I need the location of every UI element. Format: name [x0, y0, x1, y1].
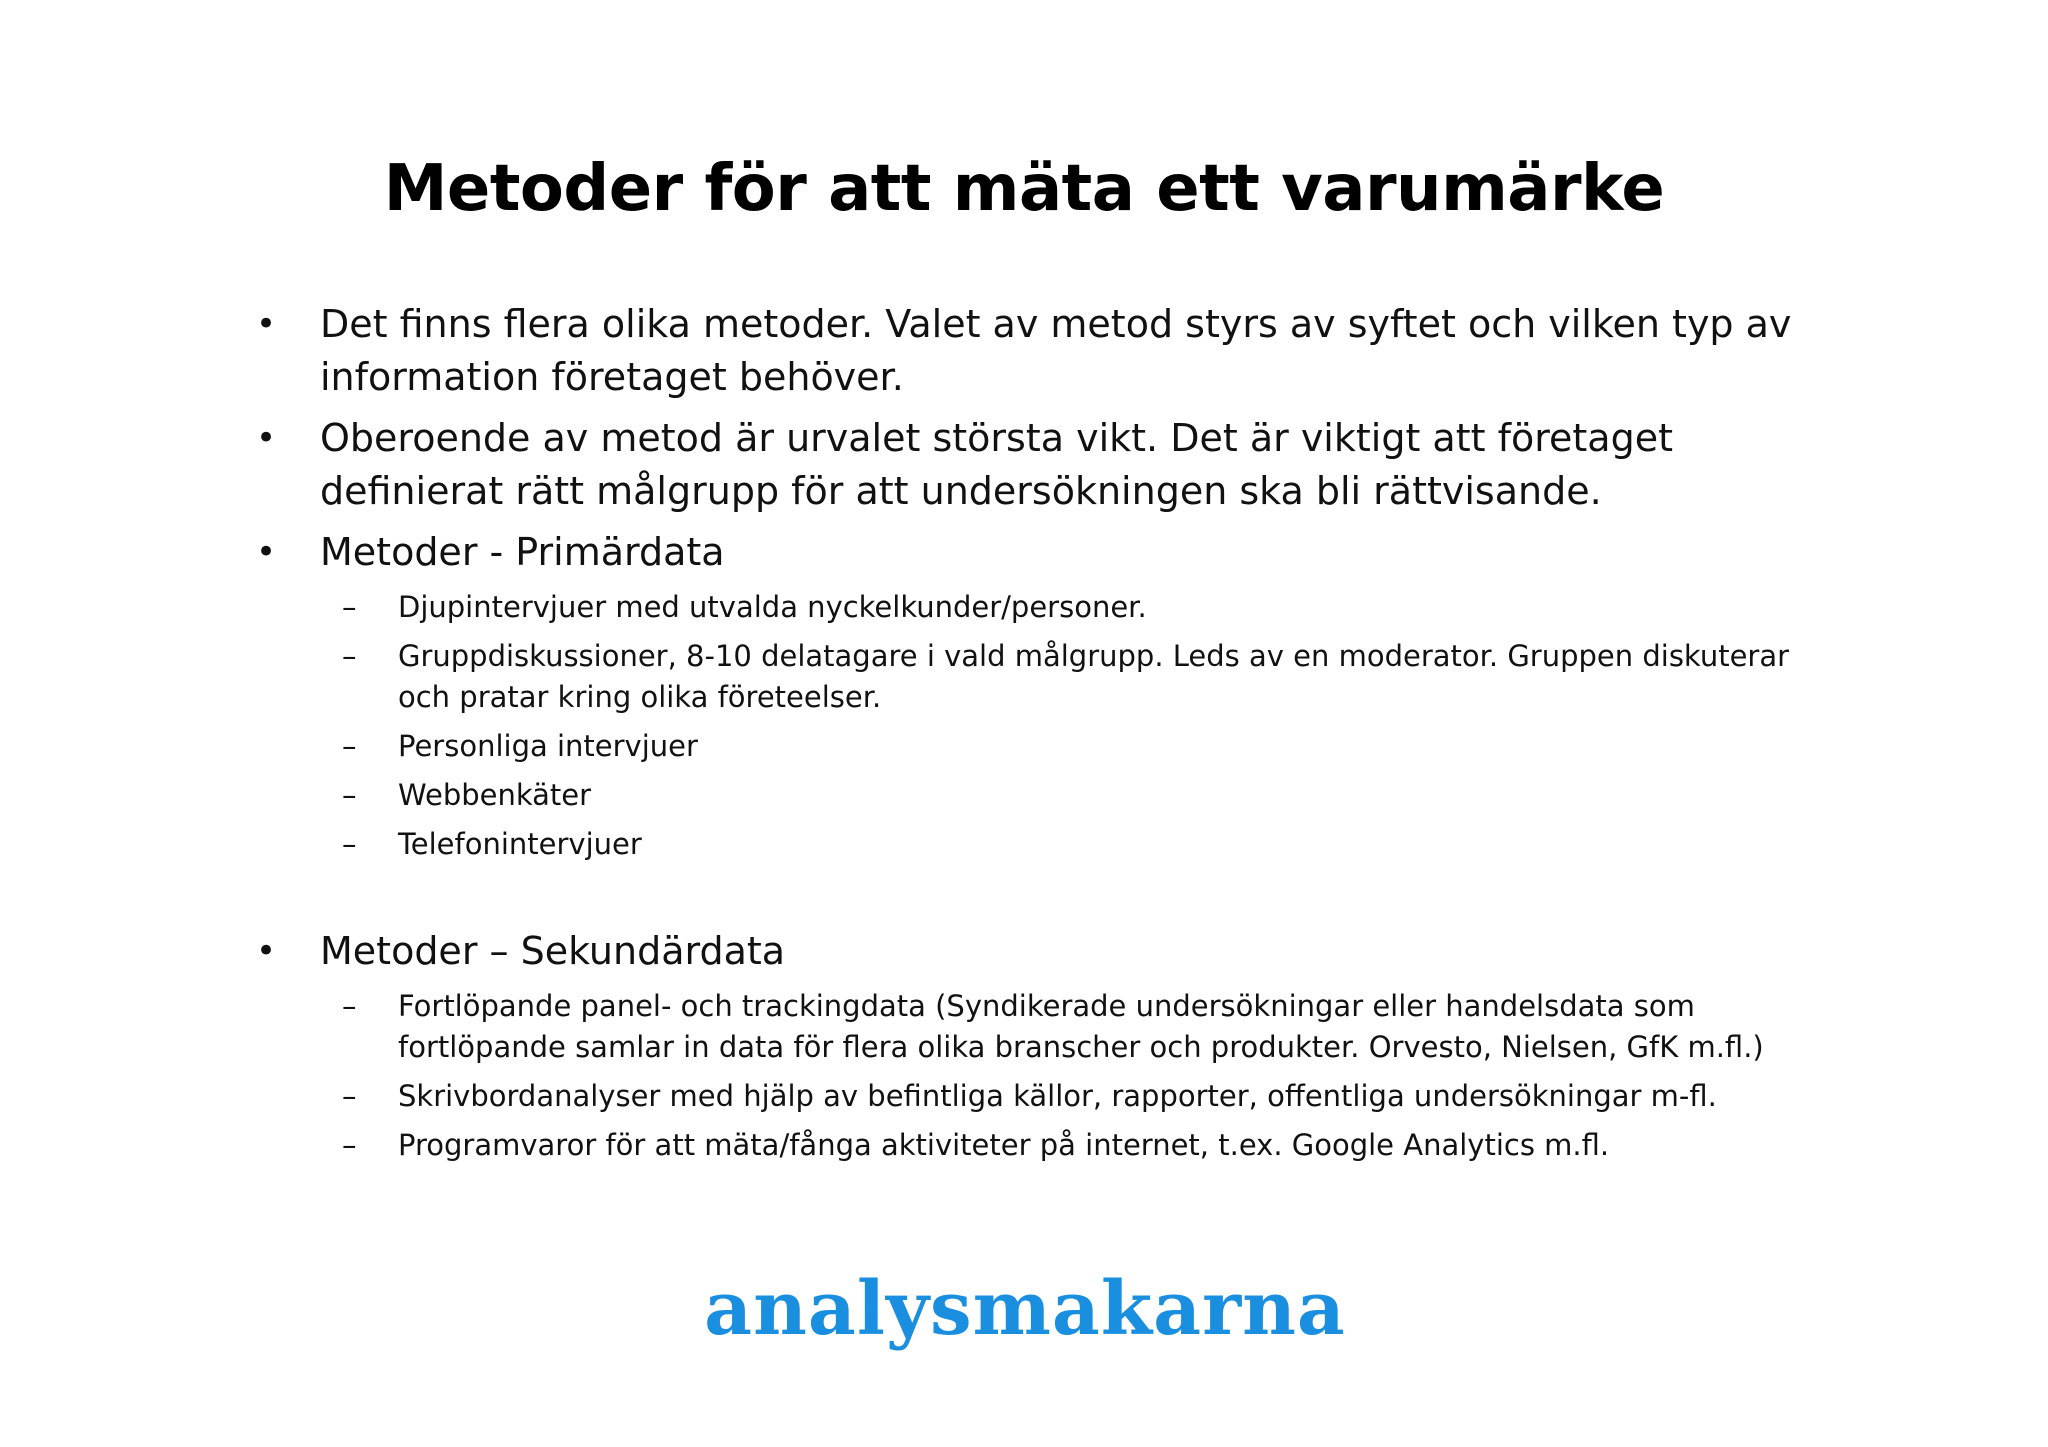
dash-icon: – — [342, 639, 357, 673]
bullet-list — [250, 298, 1850, 1174]
sub-item-text: Gruppdiskussioner, 8-10 delatagare i vald målgrupp. Leds av en moderator. Gruppen diskuterar och pratar kring olika företeelser. — [398, 639, 1790, 714]
sub-item-text: Personliga intervjuer — [398, 729, 698, 763]
sub-item-text: Skrivbordanalyser med hjälp av befintliga källor, rapporter, offentliga undersökningar m-fl. — [398, 1079, 1717, 1113]
list-item — [250, 298, 1850, 404]
sub-list-item — [250, 1076, 1850, 1117]
dash-icon: – — [342, 729, 357, 763]
page-title: Metoder för att mäta ett varumärke — [383, 152, 1665, 226]
sub-item-text: Djupintervjuer med utvalda nyckelkunder/personer. — [398, 590, 1147, 624]
list-item — [250, 412, 1850, 518]
dash-icon: – — [342, 778, 357, 812]
sub-list-item — [250, 1125, 1850, 1166]
bullet-icon: • — [256, 304, 277, 344]
sub-list-item — [250, 587, 1850, 628]
sub-list-primary — [250, 587, 1850, 865]
dash-icon: – — [342, 1128, 357, 1162]
dash-icon: – — [342, 827, 357, 861]
bullet-text: Det finns flera olika metoder. Valet av metod styrs av syftet och vilken typ av information företaget behöver. — [320, 302, 1792, 399]
sub-list-secondary — [250, 986, 1850, 1166]
bullet-icon: • — [256, 532, 277, 572]
list-item — [250, 526, 1850, 579]
bullet-icon: • — [256, 931, 277, 971]
list-item — [250, 925, 1850, 978]
bullet-text: Metoder – Sekundärdata — [320, 929, 786, 973]
bullet-text: Oberoende av metod är urvalet största vikt. Det är viktigt att företaget definierat rätt målgrupp för att undersökningen ska bli rättvisande. — [320, 416, 1673, 513]
sub-list-item — [250, 986, 1850, 1068]
dash-icon: – — [342, 989, 357, 1023]
sub-item-text: Fortlöpande panel- och trackingdata (Syndikerade undersökningar eller handelsdata som fortlöpande samlar in data för flera olika branscher och produkter. Orvesto, Nielsen, GfK m.fl.) — [398, 989, 1764, 1064]
brand-logo: analysmakarna — [704, 1266, 1346, 1352]
sub-list-item — [250, 726, 1850, 767]
bullet-icon: • — [256, 418, 277, 458]
bullet-text: Metoder - Primärdata — [320, 530, 725, 574]
dash-icon: – — [342, 590, 357, 624]
sub-item-text: Telefonintervjuer — [398, 827, 642, 861]
sub-list-item — [250, 775, 1850, 816]
sub-item-text: Programvaror för att mäta/fånga aktiviteter på internet, t.ex. Google Analytics m.fl. — [398, 1128, 1610, 1162]
sub-item-text: Webbenkäter — [398, 778, 592, 812]
sub-list-item — [250, 636, 1850, 718]
dash-icon: – — [342, 1079, 357, 1113]
sub-list-item — [250, 824, 1850, 865]
